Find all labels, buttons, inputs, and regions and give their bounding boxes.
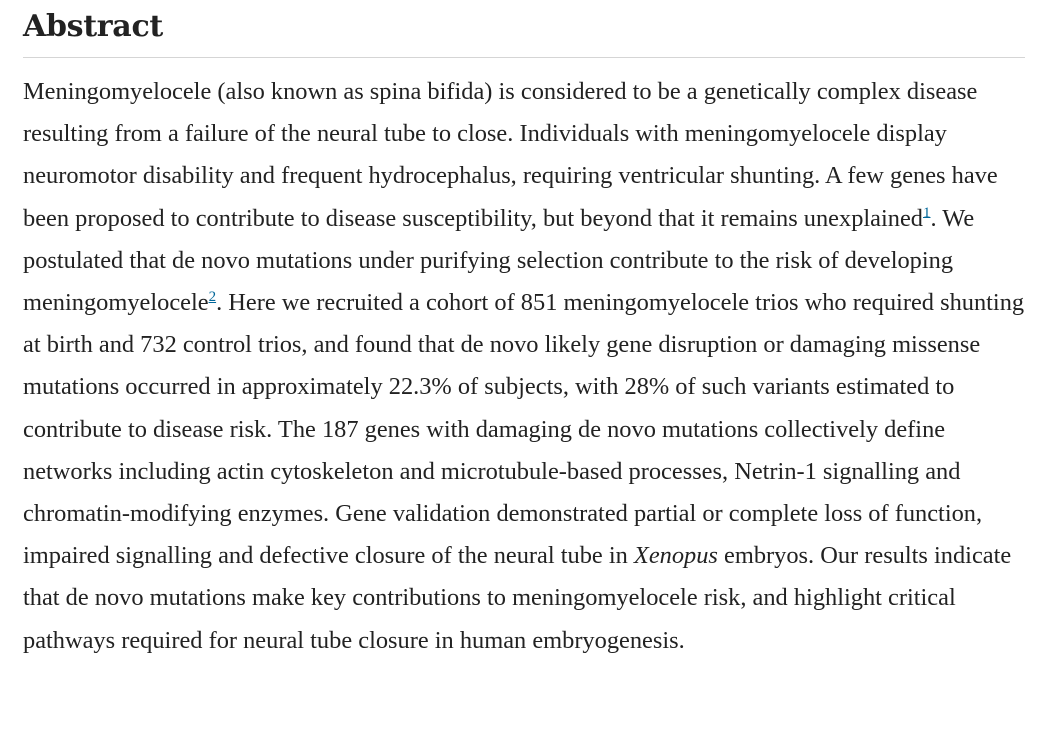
reference-link-1[interactable]: 1	[923, 204, 931, 221]
reference-link-2[interactable]: 2	[208, 288, 217, 305]
species-name-italic: Xenopus	[633, 542, 718, 570]
abstract-text-segment: . We postulated that de novo mutations under purifying selection contribute to the risk of developing meningomyelocele	[23, 204, 975, 317]
abstract-text-segment: Meningomyelocele (also known as spina bifida) is considered to be a genetically complex disease resulting from a failure of the neural tube to close. Individuals with meningomyelocele display neuromotor disability and frequent hydrocephalus, requiring ventricular shunting. A few genes have been proposed to contribute to disease susceptibility, but beyond that it remains unexplained	[23, 78, 998, 232]
abstract-text-segment: . Here we recruited a cohort of 851 meningomyelocele trios who required shunting at birth and 732 control trios, and found that de novo likely gene disruption or damaging missense mutations occurred in approximately 22.3% of subjects, with 28% of such variants estimated to contribute to disease risk. The 187 genes with damaging de novo mutations collectively define networks including actin cytoskeleton and microtubule-based processes, Netrin-1 signalling and chromatin-modifying enzymes. Gene validation demonstrated partial or complete loss of function, impaired signalling and defective closure of the neural tube in	[23, 289, 1025, 570]
abstract-paragraph	[23, 71, 1025, 662]
abstract-section	[23, 0, 1025, 662]
heading-divider	[23, 57, 1025, 58]
section-heading: Abstract	[23, 9, 163, 44]
abstract-text-segment: embryos. Our results indicate that de novo mutations make key contributions to meningomyelocele risk, and highlight critical pathways required for neural tube closure in human embryogenesis.	[23, 542, 1012, 654]
